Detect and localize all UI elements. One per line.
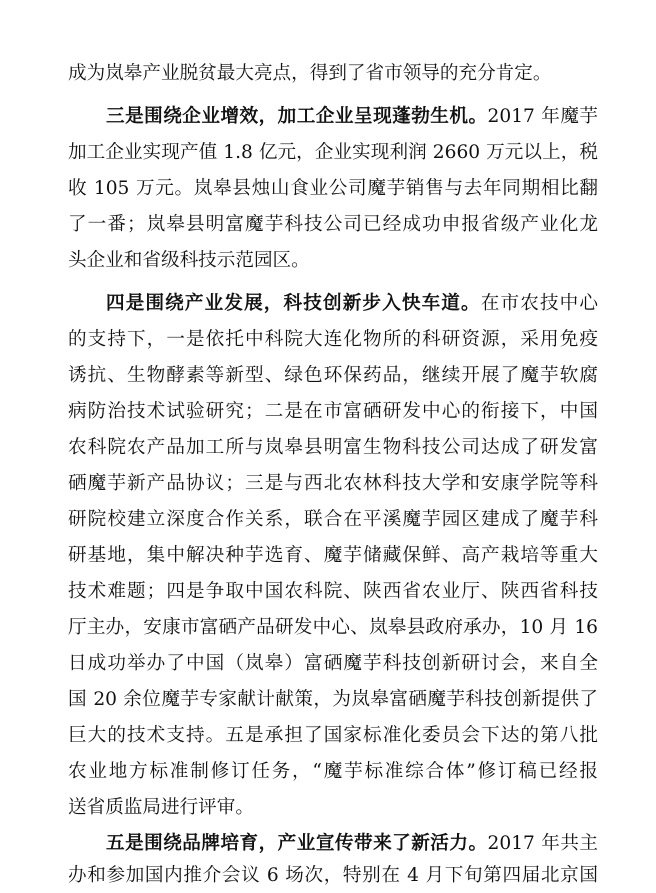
paragraph-heading-line: 五是围绕品牌培育，产业宣传带来了新活力。2017 年共主	[106, 833, 598, 854]
text-line: 办和参加国内推介会议 6 场次，特别在 4 月下旬第四届北京国	[68, 865, 598, 886]
paragraph-heading-line: 四是围绕产业发展，科技创新步入快车道。在市农技中心	[106, 293, 598, 314]
paragraph-heading-line: 三是围绕企业增效，加工企业呈现蓬勃生机。2017 年魔芋	[106, 106, 598, 127]
text-line: 病防治技术试验研究；二是在市富硒研发中心的衔接下，中国	[68, 401, 598, 422]
text-line: 研院校建立深度合作关系，联合在平溪魔芋园区建成了魔芋科	[68, 509, 598, 530]
paragraph-lead: 四是围绕产业发展，科技创新步入快车道。	[106, 293, 481, 314]
text-line: 巨大的技术支持。五是承担了国家标准化委员会下达的第八批	[68, 725, 598, 746]
text-line: 农业地方标准制修订任务，“魔芋标准综合体”修订稿已经报	[68, 761, 598, 782]
text-line: 成为岚皋产业脱贫最大亮点，得到了省市领导的充分肯定。	[68, 63, 552, 84]
text-line: 技术难题；四是争取中国农科院、陕西省农业厅、陕西省科技	[68, 581, 598, 602]
text-line: 了一番；岚皋县明富魔芋科技公司已经成功申报省级产业化龙	[68, 214, 598, 235]
text-line: 日成功举办了中国（岚皋）富硒魔芋科技创新研讨会，来自全	[68, 653, 598, 674]
text-line: 送省质监局进行评审。	[68, 797, 254, 818]
text-line: 国 20 余位魔芋专家献计献策，为岚皋富硒魔芋科技创新提供了	[68, 689, 598, 710]
paragraph-lead: 五是围绕品牌培育，产业宣传带来了新活力。	[106, 833, 488, 854]
text-line: 厅主办，安康市富硒产品研发中心、岚皋县政府承办，10 月 16	[68, 617, 598, 638]
text-line: 的支持下，一是依托中科院大连化物所的科研资源，采用免疫	[68, 329, 598, 350]
text-line: 收 105 万元。岚皋县烛山食业公司魔芋销售与去年同期相比翻	[68, 178, 598, 199]
text-line: 头企业和省级科技示范园区。	[68, 250, 310, 271]
text-line: 加工企业实现产值 1.8 亿元，企业实现利润 2660 万元以上，税	[68, 142, 598, 163]
text-line: 研基地，集中解决种芋选育、魔芋储藏保鲜、高产栽培等重大	[68, 545, 598, 566]
text-line: 硒魔芋新产品协议；三是与西北农林科技大学和安康学院等科	[68, 473, 598, 494]
text-line: 农科院农产品加工所与岚皋县明富生物科技公司达成了研发富	[68, 437, 598, 458]
paragraph-lead: 三是围绕企业增效，加工企业呈现蓬勃生机。	[106, 106, 488, 127]
text-line: 诱抗、生物酵素等新型、绿色环保药品，继续开展了魔芋软腐	[68, 365, 598, 386]
